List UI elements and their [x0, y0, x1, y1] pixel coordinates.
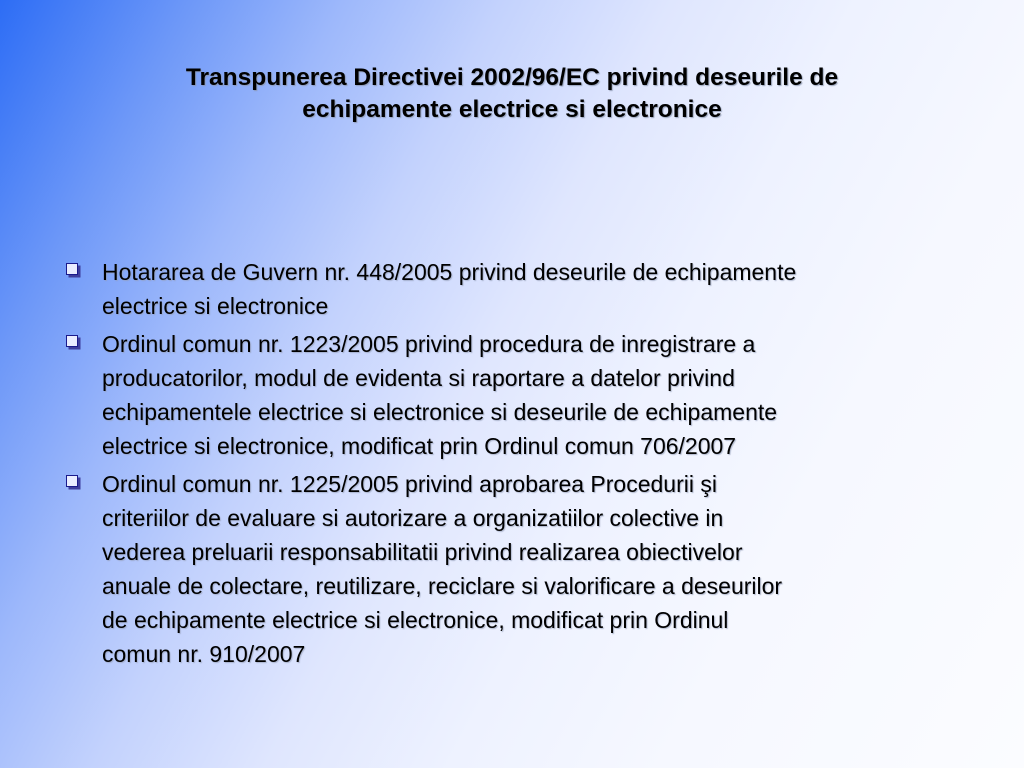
bullet-text-line: Hotararea de Guvern nr. 448/2005 privind deseurile de echipamente [102, 259, 797, 285]
bullet-text-line: Ordinul comun nr. 1223/2005 privind procedura de inregistrare a [102, 331, 756, 357]
bullet-text-line: Ordinul comun nr. 1225/2005 privind aprobarea Procedurii şi [102, 471, 717, 497]
slide-title [90, 62, 934, 126]
bullet-text-line: anuale de colectare, reutilizare, reciclare si valorificare a deseurilor [102, 573, 783, 599]
bullet-text-line: electrice si electronice, modificat prin Ordinul comun 706/2007 [102, 433, 737, 459]
slide-title-line-2: echipamente electrice si electronice [302, 96, 722, 123]
bullet-text-line: comun nr. 910/2007 [102, 641, 306, 667]
bullet-item-2 [60, 327, 975, 463]
hollow-square-bullet-icon [66, 263, 78, 275]
bullet-list [60, 255, 975, 675]
bullet-item-3 [60, 467, 975, 671]
bullet-text-line: producatorilor, modul de evidenta si raportare a datelor privind [102, 365, 735, 391]
slide-title-line-1: Transpunerea Directivei 2002/96/EC privind deseurile de [185, 64, 839, 91]
hollow-square-bullet-icon [66, 335, 78, 347]
hollow-square-bullet-icon [66, 475, 78, 487]
bullet-item-1 [60, 255, 975, 323]
bullet-text-line: de echipamente electrice si electronice, modificat prin Ordinul [102, 607, 729, 633]
bullet-text-line: criteriilor de evaluare si autorizare a organizatiilor colective in [102, 505, 724, 531]
bullet-text-line: vederea preluarii responsabilitatii privind realizarea obiectivelor [102, 539, 743, 565]
bullet-text-line: echipamentele electrice si electronice si deseurile de echipamente [102, 399, 778, 425]
bullet-text-line: electrice si electronice [102, 293, 329, 319]
